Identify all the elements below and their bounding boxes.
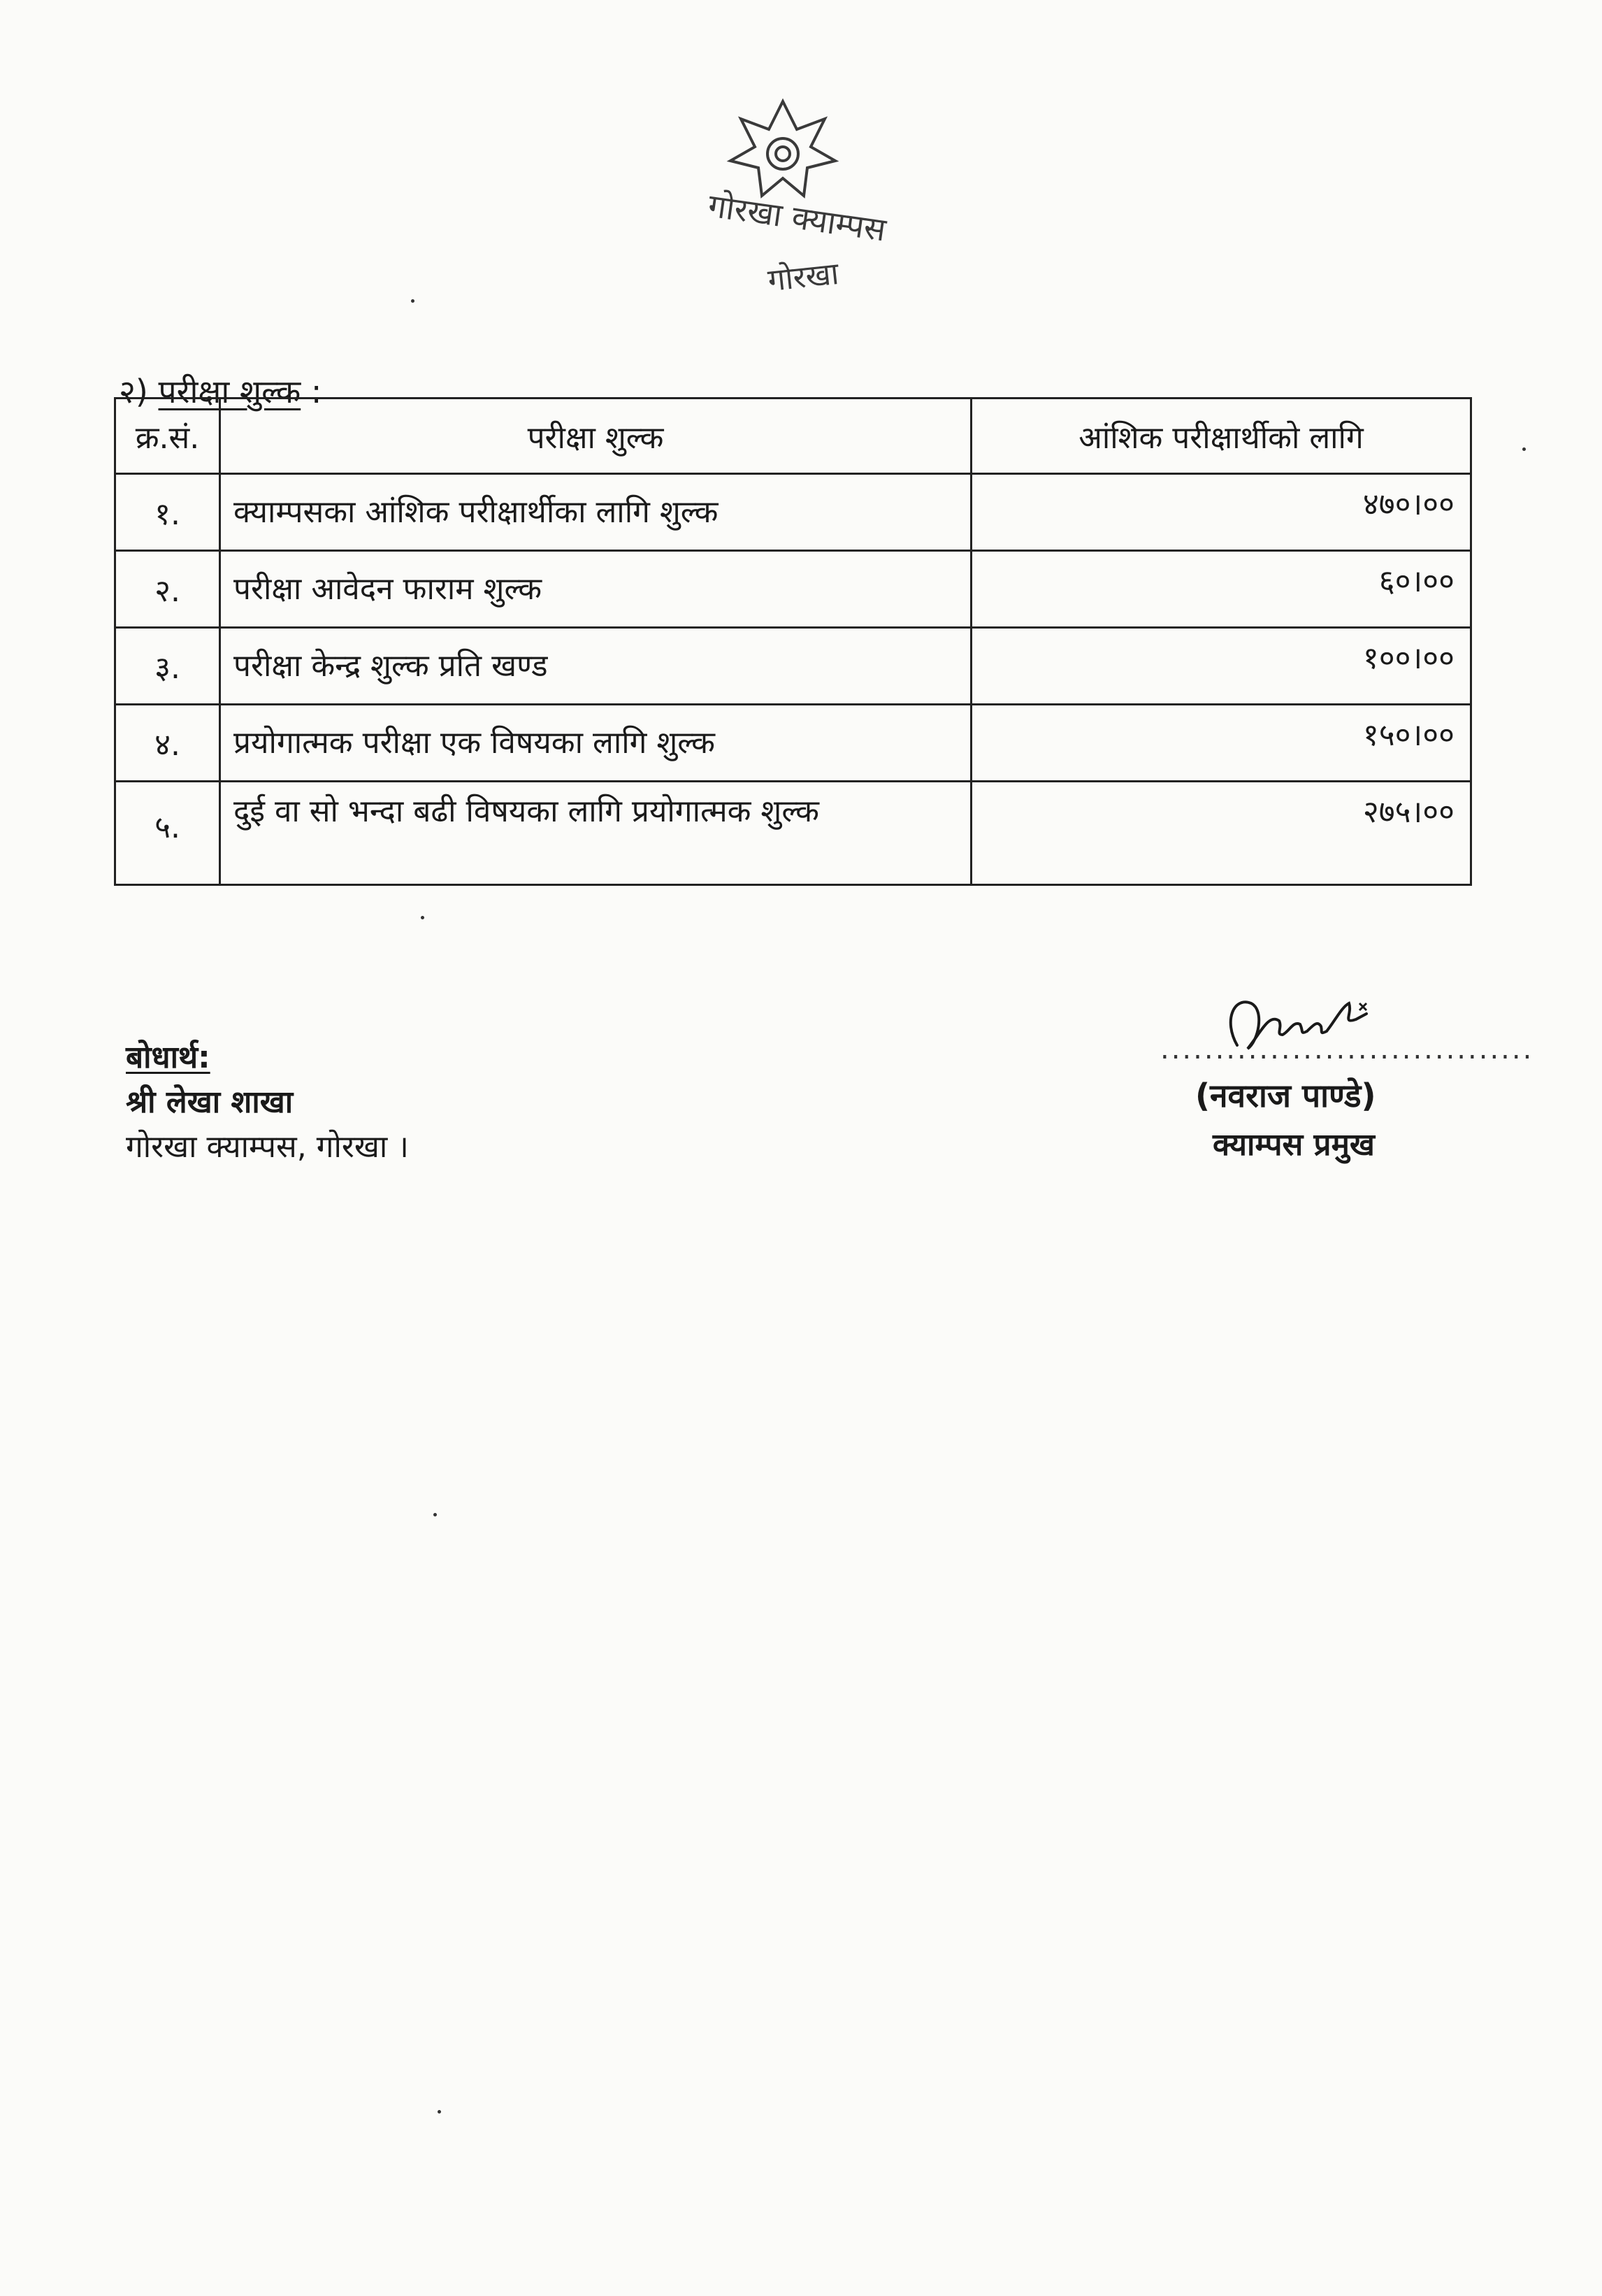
row-serial-number: ३. (115, 628, 220, 705)
recipient-block (126, 1035, 409, 1169)
signature-line: .................................. (1160, 1033, 1534, 1066)
seal-text-top: गोरखा क्याम्पस (706, 186, 888, 249)
row-amount: १५०।०० (972, 705, 1471, 782)
header-exam-fee: परीक्षा शुल्क (220, 399, 972, 474)
row-amount: २७५।०० (972, 782, 1471, 885)
row-description: परीक्षा केन्द्र शुल्क प्रति खण्ड (220, 628, 972, 705)
table-row (115, 474, 1471, 551)
table-row (115, 782, 1471, 885)
table-row (115, 705, 1471, 782)
row-amount: ६०।०० (972, 551, 1471, 628)
row-amount: ४७०।०० (972, 474, 1471, 551)
scan-speck (411, 299, 414, 303)
section-title: परीक्षा शुल्क (158, 373, 301, 410)
recipient-address: गोरखा क्याम्पस, गोरखा । (126, 1129, 409, 1165)
scan-speck (433, 1513, 437, 1516)
row-serial-number: ५. (115, 782, 220, 885)
row-description: दुई वा सो भन्दा बढी विषयका लागि प्रयोगात्मक शुल्क (220, 782, 972, 885)
row-description: क्याम्पसका आंशिक परीक्षार्थीका लागि शुल्क (220, 474, 972, 551)
section-number: २) (119, 373, 148, 410)
exam-fee-table (114, 397, 1472, 886)
signatory-name: (नवराज पाण्डे) (1195, 1077, 1376, 1114)
campus-seal-stamp (706, 91, 937, 315)
signature-block (1146, 965, 1534, 1175)
table-row (115, 551, 1471, 628)
header-serial-number: क्र.सं. (115, 399, 220, 474)
signatory-title: क्याम्पस प्रमुख (1213, 1127, 1375, 1163)
section-suffix: : (310, 373, 322, 410)
row-amount: १००।०० (972, 628, 1471, 705)
row-description: परीक्षा आवेदन फाराम शुल्क (220, 551, 972, 628)
row-description: प्रयोगात्मक परीक्षा एक विषयका लागि शुल्क (220, 705, 972, 782)
header-partial-candidate: आंशिक परीक्षार्थीको लागि (972, 399, 1471, 474)
recipient-name: श्री लेखा शाखा (126, 1084, 294, 1120)
scan-speck (438, 2110, 441, 2114)
table-header-row (115, 399, 1471, 474)
row-serial-number: २. (115, 551, 220, 628)
table-row (115, 628, 1471, 705)
row-serial-number: ४. (115, 705, 220, 782)
recipient-label: बोधार्थ: (126, 1040, 210, 1075)
row-serial-number: १. (115, 474, 220, 551)
scan-speck (421, 916, 424, 919)
scan-speck (1522, 447, 1526, 451)
seal-text-bottom: गोरखा (766, 255, 841, 299)
